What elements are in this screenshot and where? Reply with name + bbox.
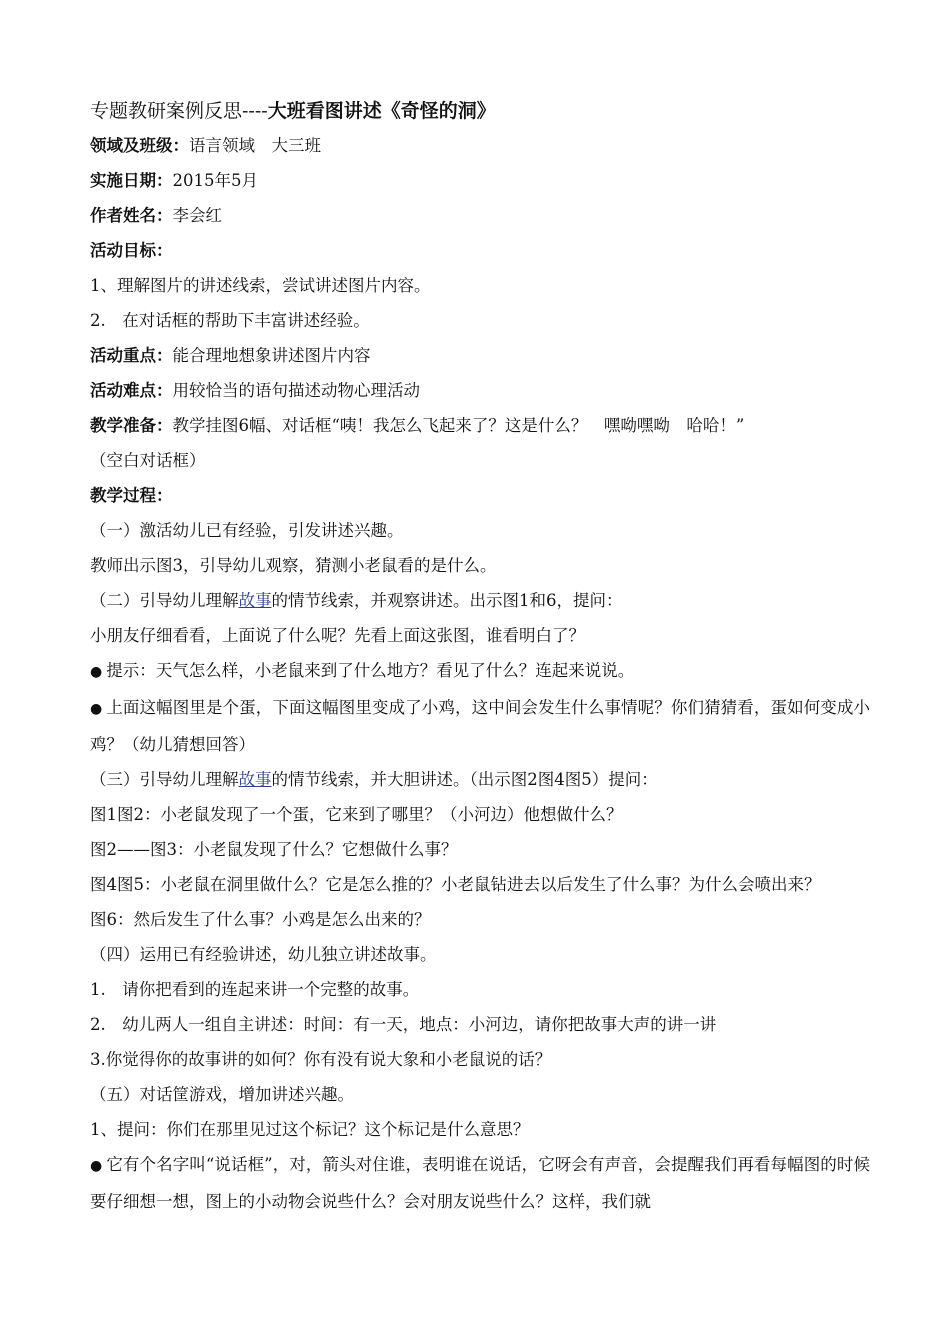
difficulty-label: 活动难点 <box>90 381 156 400</box>
section-3-line: 图2——图3：小老鼠发现了什么？它想做什么事？ <box>90 840 458 859</box>
story-link[interactable]: 故事 <box>238 591 272 610</box>
bullet-icon: ● <box>90 701 103 717</box>
goal-item: 1、理解图片的讲述线索，尝试讲述图片内容。 <box>90 276 431 295</box>
section-1-title: （一）激活幼儿已有经验，引发讲述兴趣。 <box>90 521 404 540</box>
title-prefix: 专题教研案例反思---- <box>90 100 268 122</box>
prep-row-cont: （空白对话框） <box>90 451 206 470</box>
story-link[interactable]: 故事 <box>238 770 272 789</box>
goals-heading: 活动目标： <box>90 241 173 260</box>
section-5-title: （五）对话筐游戏，增加讲述兴趣。 <box>90 1085 354 1104</box>
section-5-line: 1、提问：你们在那里见过这个标记？这个标记是什么意思？ <box>90 1120 530 1139</box>
author-label: 作者姓名 <box>90 206 156 225</box>
section-4-line: 1. 请你把看到的连起来讲一个完整的故事。 <box>90 980 420 999</box>
prep-label: 教学准备 <box>90 416 156 435</box>
difficulty-row: 活动难点：用较恰当的语句描述动物心理活动 <box>90 381 420 400</box>
title-main: 大班看图讲述《奇怪的洞》 <box>267 100 496 122</box>
document-title <box>90 96 870 126</box>
domain-value: 语言领域 大三班 <box>189 136 321 155</box>
bullet-icon: ● <box>90 1158 103 1174</box>
document-body <box>90 96 870 1219</box>
section-3-line: 图1图2：小老鼠发现了一个蛋，它来到了哪里？（小河边）他想做什么？ <box>90 805 623 824</box>
focus-row: 活动重点：能合理地想象讲述图片内容 <box>90 346 371 365</box>
section-4-line: 3.你觉得你的故事讲的如何？你有没有说大象和小老鼠说的话？ <box>90 1050 552 1069</box>
section-3-line: 图6：然后发生了什么事？小鸡是怎么出来的？ <box>90 910 431 929</box>
bullet-item: ● 它有个名字叫“说话框”，对，箭头对住谁，表明谁在说话，它呀会有声音，会提醒我们再看每幅图的时候要仔细想一想，图上的小动物会说些什么？会对朋友说些什么？这样，我们就 <box>90 1155 870 1211</box>
section-2-question: 小朋友仔细看看，上面说了什么呢？先看上面这张图，谁看明白了？ <box>90 626 585 645</box>
date-row: 实施日期：2015年5月 <box>90 171 258 190</box>
difficulty-value: 用较恰当的语句描述动物心理活动 <box>172 381 420 400</box>
prep-value: 教学挂图6幅、对话框“咦！我怎么飞起来了？这是什么？ 嘿呦嘿呦 哈哈！” <box>172 416 745 435</box>
date-label: 实施日期 <box>90 171 156 190</box>
bullet-icon: ● <box>90 664 103 680</box>
author-row: 作者姓名：李会红 <box>90 206 222 225</box>
section-4-title: （四）运用已有经验讲述，幼儿独立讲述故事。 <box>90 945 437 964</box>
section-3-line: 图4图5：小老鼠在洞里做什么？它是怎么推的？小老鼠钻进去以后发生了什么事？为什么会喷出来？ <box>90 875 821 894</box>
date-value: 2015年5月 <box>172 171 258 190</box>
domain-label: 领域及班级 <box>90 136 173 155</box>
section-2-title: （二）引导幼儿理解故事的情节线索，并观察讲述。出示图1和6，提问： <box>90 591 623 610</box>
domain-row: 领域及班级：语言领域 大三班 <box>90 136 321 155</box>
author-value: 李会红 <box>172 206 222 225</box>
focus-label: 活动重点 <box>90 346 156 365</box>
process-heading: 教学过程： <box>90 486 173 505</box>
section-3-title: （三）引导幼儿理解故事的情节线索，并大胆讲述。（出示图2图4图5）提问： <box>90 770 658 789</box>
section-4-line: 2. 幼儿两人一组自主讲述：时间：有一天，地点：小河边，请你把故事大声的讲一讲 <box>90 1015 717 1034</box>
section-1-line: 教师出示图3，引导幼儿观察，猜测小老鼠看的是什么。 <box>90 556 497 575</box>
focus-value: 能合理地想象讲述图片内容 <box>172 346 371 365</box>
goal-item: 2. 在对话框的帮助下丰富讲述经验。 <box>90 311 370 330</box>
bullet-item: ● 上面这幅图里是个蛋，下面这幅图里变成了小鸡，这中间会发生什么事情呢？你们猜猜看，蛋如何变成小鸡？（幼儿猜想回答） <box>90 698 870 754</box>
bullet-item: ● 提示：天气怎么样，小老鼠来到了什么地方？看见了什么？连起来说说。 <box>90 661 635 680</box>
prep-row: 教学准备：教学挂图6幅、对话框“咦！我怎么飞起来了？这是什么？ 嘿呦嘿呦 哈哈！” <box>90 416 745 435</box>
